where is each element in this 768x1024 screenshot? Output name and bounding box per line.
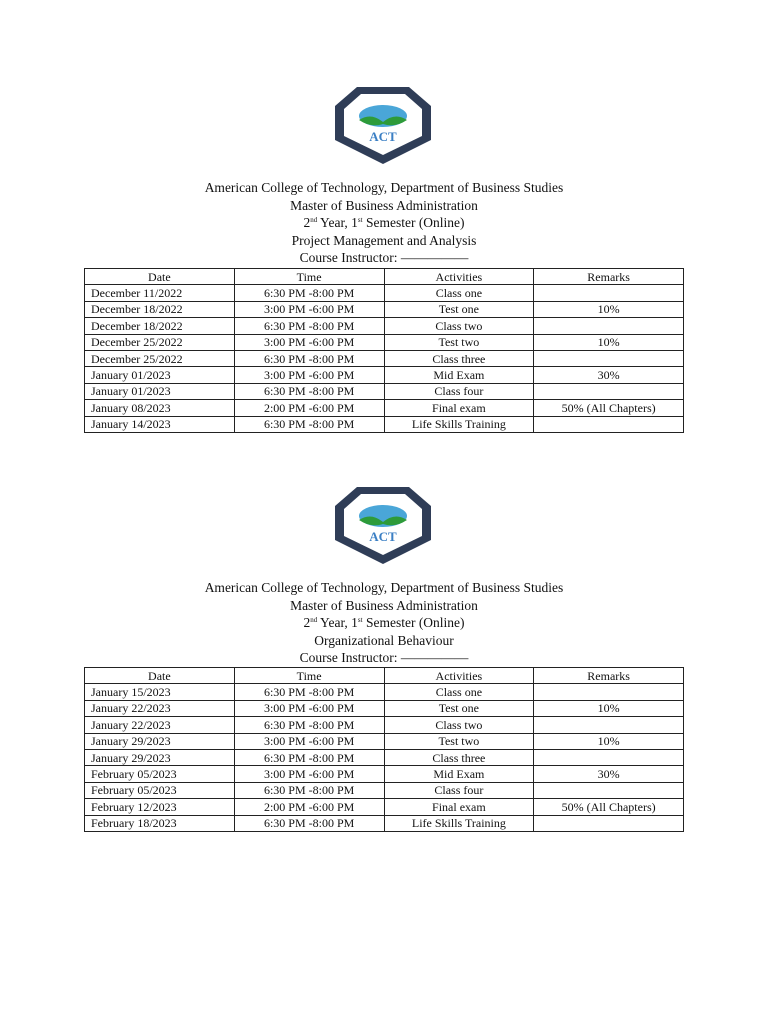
cell-activity: Test one	[384, 301, 534, 317]
cell-activity: Class three	[384, 350, 534, 366]
table-row	[85, 815, 684, 831]
cell-time: 3:00 PM -6:00 PM	[234, 700, 384, 716]
cell-date: February 05/2023	[85, 766, 235, 782]
table-row	[85, 700, 684, 716]
table-row	[85, 733, 684, 749]
cell-time: 3:00 PM -6:00 PM	[234, 733, 384, 749]
cell-remarks: 30%	[534, 766, 684, 782]
program-title: Master of Business Administration	[290, 197, 478, 213]
cell-time: 6:30 PM -8:00 PM	[234, 815, 384, 831]
cell-date: January 01/2023	[85, 383, 235, 399]
table-row	[85, 749, 684, 765]
course-instructor: Course Instructor: —————	[299, 650, 469, 665]
course-instructor: Course Instructor: —————	[299, 250, 469, 265]
table-row	[85, 684, 684, 700]
cell-remarks: 50% (All Chapters)	[534, 799, 684, 815]
cell-date: January 22/2023	[85, 700, 235, 716]
cell-remarks: 10%	[534, 301, 684, 317]
cell-activity: Class four	[384, 383, 534, 399]
cell-date: January 29/2023	[85, 733, 235, 749]
cell-activity: Class one	[384, 684, 534, 700]
cell-date: February 12/2023	[85, 799, 235, 815]
cell-time: 3:00 PM -6:00 PM	[234, 301, 384, 317]
cell-remarks: 10%	[534, 700, 684, 716]
cell-remarks	[534, 684, 684, 700]
column-header-time: Time	[234, 668, 384, 684]
cell-date: December 18/2022	[85, 318, 235, 334]
course-title: Organizational Behaviour	[314, 632, 454, 648]
cell-time: 2:00 PM -6:00 PM	[234, 400, 384, 416]
cell-activity: Test one	[384, 700, 534, 716]
table-row	[85, 782, 684, 798]
cell-remarks: 50% (All Chapters)	[534, 400, 684, 416]
table-row	[85, 717, 684, 733]
year-semester: 2nd Year, 1st Semester (Online)	[303, 215, 465, 230]
cell-activity: Final exam	[384, 799, 534, 815]
cell-activity: Life Skills Training	[384, 416, 534, 432]
institution-title: American College of Technology, Department of Business Studies	[204, 580, 564, 595]
schedule-table	[84, 667, 684, 832]
cell-time: 6:30 PM -8:00 PM	[234, 350, 384, 366]
cell-time: 6:30 PM -8:00 PM	[234, 318, 384, 334]
table-row	[85, 766, 684, 782]
cell-time: 6:30 PM -8:00 PM	[234, 285, 384, 301]
cell-remarks	[534, 782, 684, 798]
cell-time: 6:30 PM -8:00 PM	[234, 684, 384, 700]
column-header-activities: Activities	[384, 269, 534, 285]
cell-date: January 22/2023	[85, 717, 235, 733]
cell-date: December 25/2022	[85, 350, 235, 366]
act-logo-shield-icon	[333, 484, 433, 566]
column-header-date: Date	[85, 668, 235, 684]
cell-activity: Class two	[384, 717, 534, 733]
cell-time: 3:00 PM -6:00 PM	[234, 766, 384, 782]
cell-activity: Class two	[384, 318, 534, 334]
cell-activity: Class four	[384, 782, 534, 798]
table-header-row	[85, 668, 684, 684]
cell-date: December 25/2022	[85, 334, 235, 350]
cell-date: February 18/2023	[85, 815, 235, 831]
cell-activity: Life Skills Training	[384, 815, 534, 831]
cell-activity: Final exam	[384, 400, 534, 416]
column-header-time: Time	[234, 269, 384, 285]
cell-time: 6:30 PM -8:00 PM	[234, 782, 384, 798]
cell-time: 2:00 PM -6:00 PM	[234, 799, 384, 815]
logo-text: ACT	[369, 129, 397, 144]
course-title: Project Management and Analysis	[291, 232, 477, 248]
cell-activity: Mid Exam	[384, 766, 534, 782]
cell-remarks	[534, 749, 684, 765]
cell-date: January 14/2023	[85, 416, 235, 432]
cell-date: January 29/2023	[85, 749, 235, 765]
cell-date: December 18/2022	[85, 301, 235, 317]
cell-remarks: 10%	[534, 733, 684, 749]
column-header-remarks: Remarks	[534, 668, 684, 684]
cell-activity: Mid Exam	[384, 367, 534, 383]
cell-activity: Class three	[384, 749, 534, 765]
cell-remarks	[534, 815, 684, 831]
table-row	[85, 799, 684, 815]
cell-date: January 15/2023	[85, 684, 235, 700]
logo-text: ACT	[369, 529, 397, 544]
cell-time: 3:00 PM -6:00 PM	[234, 334, 384, 350]
cell-activity: Class one	[384, 285, 534, 301]
cell-time: 6:30 PM -8:00 PM	[234, 383, 384, 399]
cell-date: February 05/2023	[85, 782, 235, 798]
column-header-date: Date	[85, 269, 235, 285]
column-header-remarks: Remarks	[534, 269, 684, 285]
cell-time: 6:30 PM -8:00 PM	[234, 416, 384, 432]
year-semester: 2nd Year, 1st Semester (Online)	[303, 615, 465, 630]
cell-date: December 11/2022	[85, 285, 235, 301]
cell-remarks: 30%	[534, 367, 684, 383]
schedule-heading	[0, 579, 768, 667]
column-header-activities: Activities	[384, 668, 534, 684]
program-title: Master of Business Administration	[290, 597, 478, 613]
cell-activity: Test two	[384, 334, 534, 350]
institution-title: American College of Technology, Department of Business Studies	[204, 180, 564, 195]
cell-time: 6:30 PM -8:00 PM	[234, 749, 384, 765]
cell-remarks: 10%	[534, 334, 684, 350]
cell-date: January 01/2023	[85, 367, 235, 383]
cell-time: 3:00 PM -6:00 PM	[234, 367, 384, 383]
cell-activity: Test two	[384, 733, 534, 749]
cell-remarks	[534, 717, 684, 733]
cell-date: January 08/2023	[85, 400, 235, 416]
cell-time: 6:30 PM -8:00 PM	[234, 717, 384, 733]
